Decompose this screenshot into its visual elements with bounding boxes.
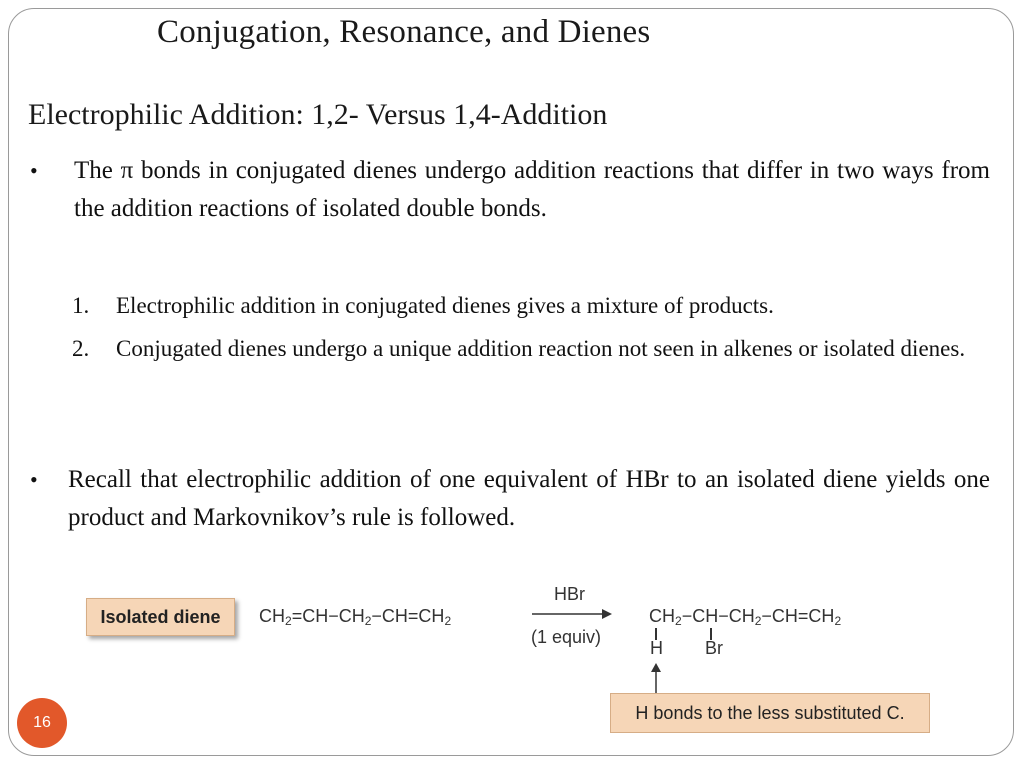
page-number-badge: 16 — [17, 698, 67, 748]
bullet-item — [30, 461, 990, 537]
bullet-marker: • — [30, 158, 38, 183]
reaction-arrow-icon — [532, 607, 612, 621]
reaction-conditions: (1 equiv) — [531, 627, 602, 647]
numbered-text: Electrophilic addition in conjugated dienes gives a mixture of products. — [116, 293, 774, 318]
numbered-label: 2. — [72, 336, 90, 361]
up-arrow-icon — [648, 663, 664, 695]
bullet-item — [30, 152, 990, 228]
slide-title: Conjugation, Resonance, and Dienes — [157, 14, 651, 50]
bullet-text: The π bonds in conjugated dienes undergo addition reactions that differ in two ways from the addition reactions of isolated double bonds. — [74, 157, 990, 222]
reactant-formula: $CH_2=CH-CH_2-CH=CH_2$ — [259, 606, 452, 628]
product-formula: $CH_2-CH-CH_2-CH=CH_2$ — [649, 606, 842, 628]
note-box: H bonds to the less substituted C. — [610, 693, 930, 733]
bullet-marker: • — [30, 467, 38, 492]
numbered-label: 1. — [72, 293, 90, 318]
reagent-label: HBr — [554, 584, 585, 604]
numbered-item — [72, 288, 997, 324]
slide-subtitle: Electrophilic Addition: 1,2- Versus 1,4-Addition — [28, 98, 608, 131]
numbered-text: Conjugated dienes undergo a unique addition reaction not seen in alkenes or isolated dienes. — [116, 336, 966, 361]
substituent-h: H — [650, 638, 663, 658]
numbered-item — [72, 331, 997, 367]
bullet-text: Recall that electrophilic addition of one equivalent of HBr to an isolated diene yields one product and Markovnikov’s rule is followed. — [68, 466, 990, 531]
substituent-br: Br — [705, 638, 723, 658]
isolated-diene-label: Isolated diene — [86, 598, 235, 636]
